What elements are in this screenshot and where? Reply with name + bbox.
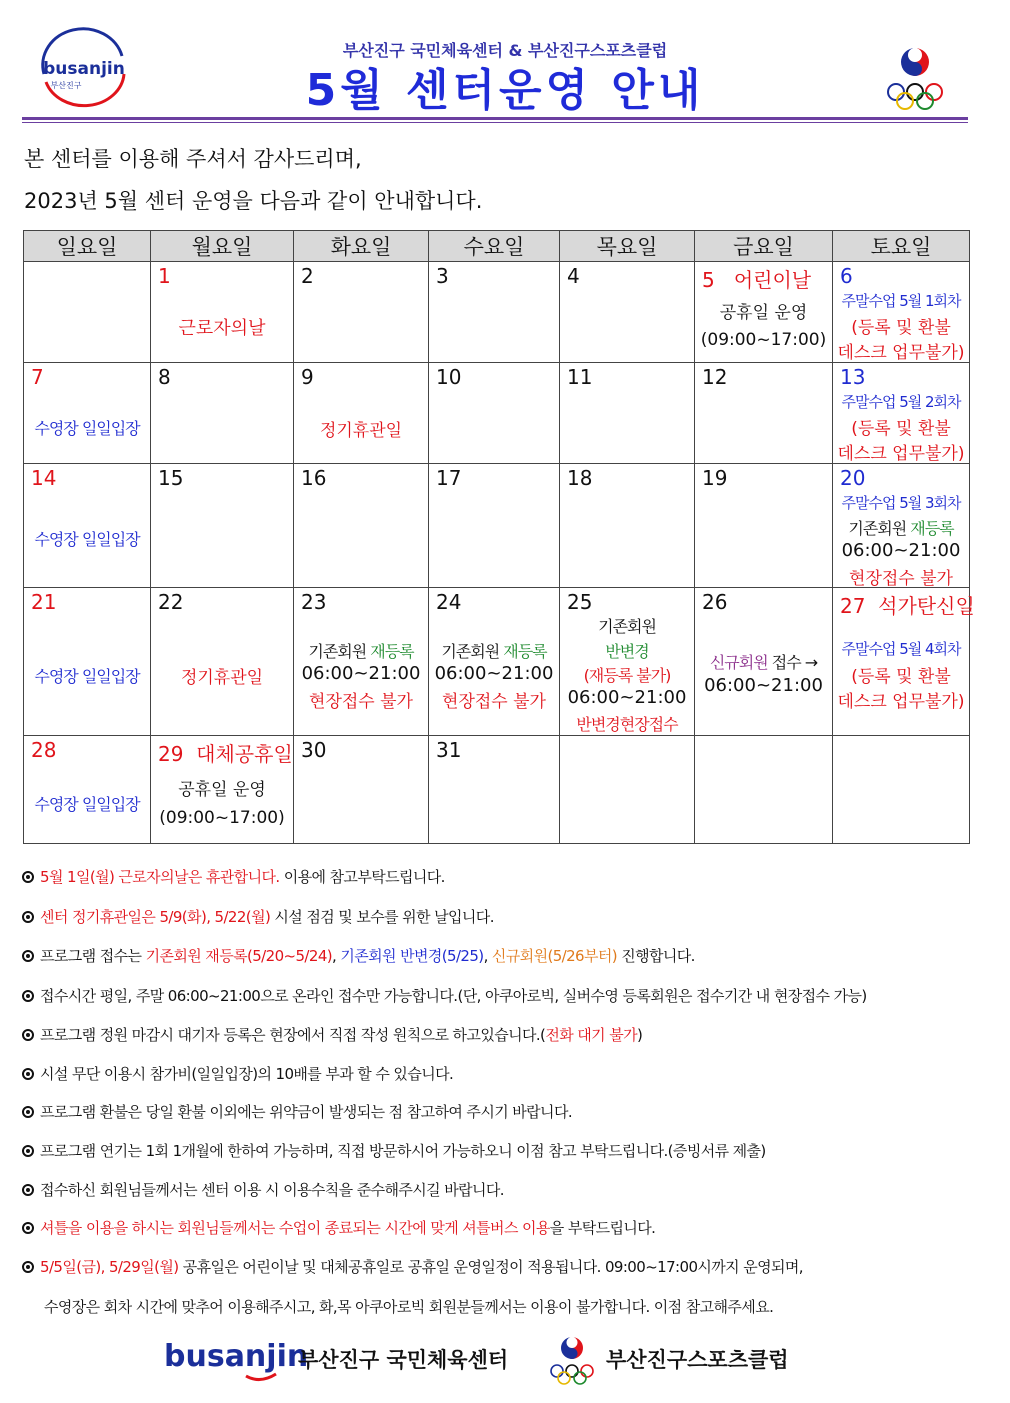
note-text: 진행합니다.: [617, 947, 695, 965]
holiday-title: 어린이날: [733, 268, 812, 292]
day-number: 30: [301, 738, 327, 762]
bullet-icon: [22, 1068, 34, 1080]
day-number: 3: [436, 264, 449, 288]
day-number: [158, 738, 293, 767]
note-7: [22, 1101, 572, 1122]
logo-subtext: 부산진구: [50, 81, 82, 90]
holiday-title: 석가탄신일: [878, 594, 975, 618]
day-cell-8: [151, 363, 294, 464]
calendar-table: [23, 230, 975, 844]
note-highlight: 신규회원(5/26부터): [491, 947, 618, 965]
header-divider-thin: [22, 122, 968, 123]
bullet-icon: [22, 950, 34, 962]
day-cell-13: [833, 363, 970, 464]
day-note: 수영장 일일입장: [34, 530, 140, 549]
day-cell-31: [429, 736, 560, 844]
note-text: 프로그램 환불은 당일 환불 이외에는 위약금이 발생되는 점 참고하여 주시기 바랍니다.: [40, 1103, 573, 1121]
note-text: ,: [483, 947, 492, 965]
day-cell-empty: [24, 262, 151, 363]
note-6: [22, 1063, 453, 1084]
note-text: 접수하신 회원님들께서는 센터 이용 시 이용수칙을 준수해주시길 바랍니다.: [40, 1181, 504, 1199]
logo-text: busanjin: [43, 59, 125, 79]
day-number: 15: [158, 466, 184, 490]
bullet-icon: [22, 1029, 34, 1041]
bullet-icon: [22, 871, 34, 883]
bullet-icon: [22, 1261, 34, 1273]
day-note: 데스크 업무불가): [837, 343, 965, 363]
note-5: [22, 1024, 642, 1045]
day-note: [833, 516, 969, 539]
day-cell-11: [560, 363, 695, 464]
day-cell-6: [833, 262, 970, 363]
note-3: [22, 945, 695, 966]
footer-logo-text: busanjin: [164, 1339, 309, 1374]
day-cell-28: [24, 736, 151, 844]
day-number: 16: [301, 466, 327, 490]
day-cell-22: [151, 588, 294, 736]
day-number: 21: [31, 590, 57, 614]
day-note: 주말수업 5월 4회차: [841, 640, 961, 658]
day-number: 14: [31, 466, 57, 490]
weekday-saturday: 토요일: [833, 231, 970, 262]
day-cell-20: [833, 464, 970, 588]
note-10: [22, 1217, 655, 1238]
day-number-value: 5: [702, 268, 715, 292]
day-note: 반변경: [605, 642, 649, 661]
day-number: 18: [567, 466, 593, 490]
note-2: [22, 906, 494, 927]
day-number: 11: [567, 365, 593, 389]
member-label: 기존회원: [848, 519, 911, 538]
day-note: [695, 650, 832, 673]
day-cell-23: [294, 588, 429, 736]
day-note: 수영장 일일입장: [34, 667, 140, 686]
note-text: 이용에 참고부탁드립니다.: [279, 868, 445, 886]
day-cell-empty: [833, 736, 970, 844]
calendar-week-4: [24, 588, 970, 736]
day-cell-14: [24, 464, 151, 588]
day-cell-17: [429, 464, 560, 588]
day-number: 19: [702, 466, 728, 490]
day-cell-7: [24, 363, 151, 464]
day-cell-26: [695, 588, 833, 736]
day-number: 22: [158, 590, 184, 614]
new-member-label: 신규회원: [709, 653, 768, 672]
day-number-value: 27: [840, 594, 866, 618]
day-note: 06:00~21:00: [567, 687, 687, 708]
note-highlight: 5월 1일(월) 근로자의날은 휴관합니다.: [40, 868, 280, 886]
note-text: ): [637, 1026, 643, 1044]
day-note: 정기휴관일: [180, 668, 264, 688]
day-cell-30: [294, 736, 429, 844]
weekday-header-row: [24, 231, 970, 262]
day-cell-2: [294, 262, 429, 363]
note-text: ,: [332, 947, 341, 965]
sports-club-emblem-icon: [880, 40, 950, 112]
note-highlight: 전화 대기 불가: [545, 1026, 637, 1044]
day-note: 주말수업 5월 2회차: [841, 393, 961, 411]
day-number: 7: [31, 365, 44, 389]
day-cell-4: [560, 262, 695, 363]
day-number: 28: [31, 738, 57, 762]
bullet-icon: [22, 911, 34, 923]
day-note: (등록 및 환불: [851, 419, 951, 439]
bullet-icon: [22, 1184, 34, 1196]
day-note: (등록 및 환불: [851, 318, 951, 338]
day-cell-21: [24, 588, 151, 736]
bullet-icon: [22, 1106, 34, 1118]
calendar-week-2: [24, 363, 970, 464]
member-label: 기존회원: [441, 642, 504, 661]
bullet-icon: [22, 1222, 34, 1234]
footer-club-name: 부산진구스포츠클럽: [606, 1348, 789, 1372]
calendar-week-5: [24, 736, 970, 844]
day-cell-empty: [695, 736, 833, 844]
day-number: 26: [702, 590, 728, 614]
day-cell-9: [294, 363, 429, 464]
day-cell-1: [151, 262, 294, 363]
intro-line-1: 본 센터를 이용해 주셔서 감사드리며,: [24, 147, 362, 171]
day-cell-24: [429, 588, 560, 736]
day-note: 수영장 일일입장: [34, 419, 140, 438]
day-number: 25: [567, 590, 593, 614]
calendar-week-1: [24, 262, 970, 363]
day-note: 06:00~21:00: [301, 663, 421, 684]
note-11-continued: 수영장은 회차 시간에 맞추어 이용해주시고, 화,목 아쿠아로빅 회원분들께서는 이용이 불가합니다. 이점 참고해주세요.: [44, 1298, 774, 1316]
day-number: 23: [301, 590, 327, 614]
day-number: 24: [436, 590, 462, 614]
note-1: [22, 866, 445, 887]
day-note: [294, 639, 428, 662]
day-cell-16: [294, 464, 429, 588]
day-note: 주말수업 5월 3회차: [841, 494, 961, 512]
day-note: 데스크 업무불가): [837, 444, 965, 464]
day-cell-27: [833, 588, 975, 736]
note-text: 시설 점검 및 보수를 위한 날입니다.: [270, 908, 494, 926]
holiday-title: 대체공휴일: [196, 742, 293, 766]
day-note: [429, 639, 559, 662]
member-label: 기존회원: [308, 642, 371, 661]
day-note: 정기휴관일: [319, 421, 403, 441]
calendar-week-3: [24, 464, 970, 588]
day-cell-empty: [560, 736, 695, 844]
note-text: 공휴일은 어린이날 및 대체공휴일로 공휴일 운영일정이 적용됩니다. 09:00~17:00시까지 운영되며,: [178, 1258, 803, 1276]
day-note: 근로자의날: [178, 318, 266, 339]
day-number: 8: [158, 365, 171, 389]
day-note: 현장접수 불가: [309, 692, 413, 712]
note-highlight: 셔틀을 이용을 하시는 회원님들께서는 수업이 종료되는 시간에 맞게 셔틀버스 이용: [40, 1219, 550, 1237]
day-number: 9: [301, 365, 314, 389]
day-note: 현장접수 불가: [442, 692, 546, 712]
day-number: [840, 590, 975, 619]
sports-club-footer-emblem-icon: [546, 1333, 598, 1387]
page-title: 5월 센터운영 안내: [305, 65, 705, 116]
weekday-sunday: 일요일: [24, 231, 151, 262]
day-cell-29: [151, 736, 294, 844]
register-arrow-text: 접수 →: [767, 653, 818, 672]
footer-center-name: 부산진구 국민체육센터: [298, 1348, 509, 1372]
note-11: [22, 1256, 803, 1277]
day-number: 2: [301, 264, 314, 288]
day-note: (재등록 불가): [583, 666, 671, 685]
day-cell-15: [151, 464, 294, 588]
weekday-thursday: 목요일: [560, 231, 695, 262]
busanjin-footer-logo: [162, 1336, 309, 1384]
note-text: 을 부탁드립니다.: [549, 1219, 656, 1237]
day-number: 1: [158, 264, 171, 288]
weekday-wednesday: 수요일: [429, 231, 560, 262]
day-number: 6: [840, 264, 853, 288]
day-note: 06:00~21:00: [434, 663, 554, 684]
day-cell-25: [560, 588, 695, 736]
day-number: 4: [567, 264, 580, 288]
day-note: 공휴일 운영: [719, 303, 808, 323]
note-8: [22, 1140, 766, 1161]
note-text: 접수시간 평일, 주말 06:00~21:00으로 온라인 접수만 가능합니다.(단, 아쿠아로빅, 실버수영 등록회원은 접수기간 내 현장접수 가능): [40, 987, 867, 1005]
day-cell-19: [695, 464, 833, 588]
day-note: (등록 및 환불: [851, 667, 951, 687]
intro-line-2: 2023년 5월 센터 운영을 다음과 같이 안내합니다.: [24, 189, 483, 213]
day-note: (09:00~17:00): [700, 330, 827, 350]
header-subtitle: 부산진구 국민체육센터 & 부산진구스포츠클럽: [342, 41, 668, 60]
note-highlight: 센터 정기휴관일은 5/9(화), 5/22(월): [40, 908, 271, 926]
bullet-icon: [22, 1145, 34, 1157]
note-text: 시설 무단 이용시 참가비(일일입장)의 10배를 부과 할 수 있습니다.: [40, 1065, 454, 1083]
note-4: [22, 985, 867, 1006]
weekday-tuesday: 화요일: [294, 231, 429, 262]
day-cell-18: [560, 464, 695, 588]
day-number: 20: [840, 466, 866, 490]
day-note: 주말수업 5월 1회차: [841, 292, 961, 310]
day-number: 10: [436, 365, 462, 389]
day-note: 06:00~21:00: [841, 540, 961, 561]
day-cell-5: [695, 262, 833, 363]
day-number-value: 29: [158, 742, 184, 766]
note-text: 프로그램 연기는 1회 1개월에 한하여 가능하며, 직접 방문하시어 가능하오니 이점 참고 부탁드립니다.(증빙서류 제출): [40, 1142, 766, 1160]
day-cell-12: [695, 363, 833, 464]
day-note: 06:00~21:00: [704, 675, 823, 696]
day-note: 기존회원: [598, 617, 656, 636]
note-highlight: 5/5일(금), 5/29일(월): [40, 1258, 179, 1276]
note-highlight: 기존회원 재등록(5/20~5/24): [145, 947, 333, 965]
header-divider: [22, 117, 968, 120]
day-note: 현장접수 불가: [849, 569, 953, 589]
note-text: 프로그램 정원 마감시 대기자 등록은 현장에서 직접 작성 원칙으로 하고있습니다.(: [40, 1026, 546, 1044]
note-9: [22, 1179, 504, 1200]
day-number: 31: [436, 738, 462, 762]
day-note: 공휴일 운영: [178, 780, 266, 800]
day-number: 12: [702, 365, 728, 389]
day-note: 데스크 업무불가): [837, 692, 965, 712]
day-note: 수영장 일일입장: [34, 795, 140, 814]
day-note: 반변경현장접수: [576, 715, 678, 734]
bullet-icon: [22, 990, 34, 1002]
day-number: 17: [436, 466, 462, 490]
weekday-friday: 금요일: [695, 231, 833, 262]
note-highlight: 기존회원 반변경(5/25): [340, 947, 484, 965]
weekday-monday: 월요일: [151, 231, 294, 262]
rereg-label: 재등록: [910, 519, 954, 538]
day-cell-10: [429, 363, 560, 464]
rereg-label: 재등록: [370, 642, 414, 661]
note-text: 프로그램 접수는: [40, 947, 146, 965]
day-note: (09:00~17:00): [159, 808, 285, 828]
day-number: [702, 264, 811, 293]
rereg-label: 재등록: [503, 642, 547, 661]
day-number: 13: [840, 365, 866, 389]
day-cell-3: [429, 262, 560, 363]
